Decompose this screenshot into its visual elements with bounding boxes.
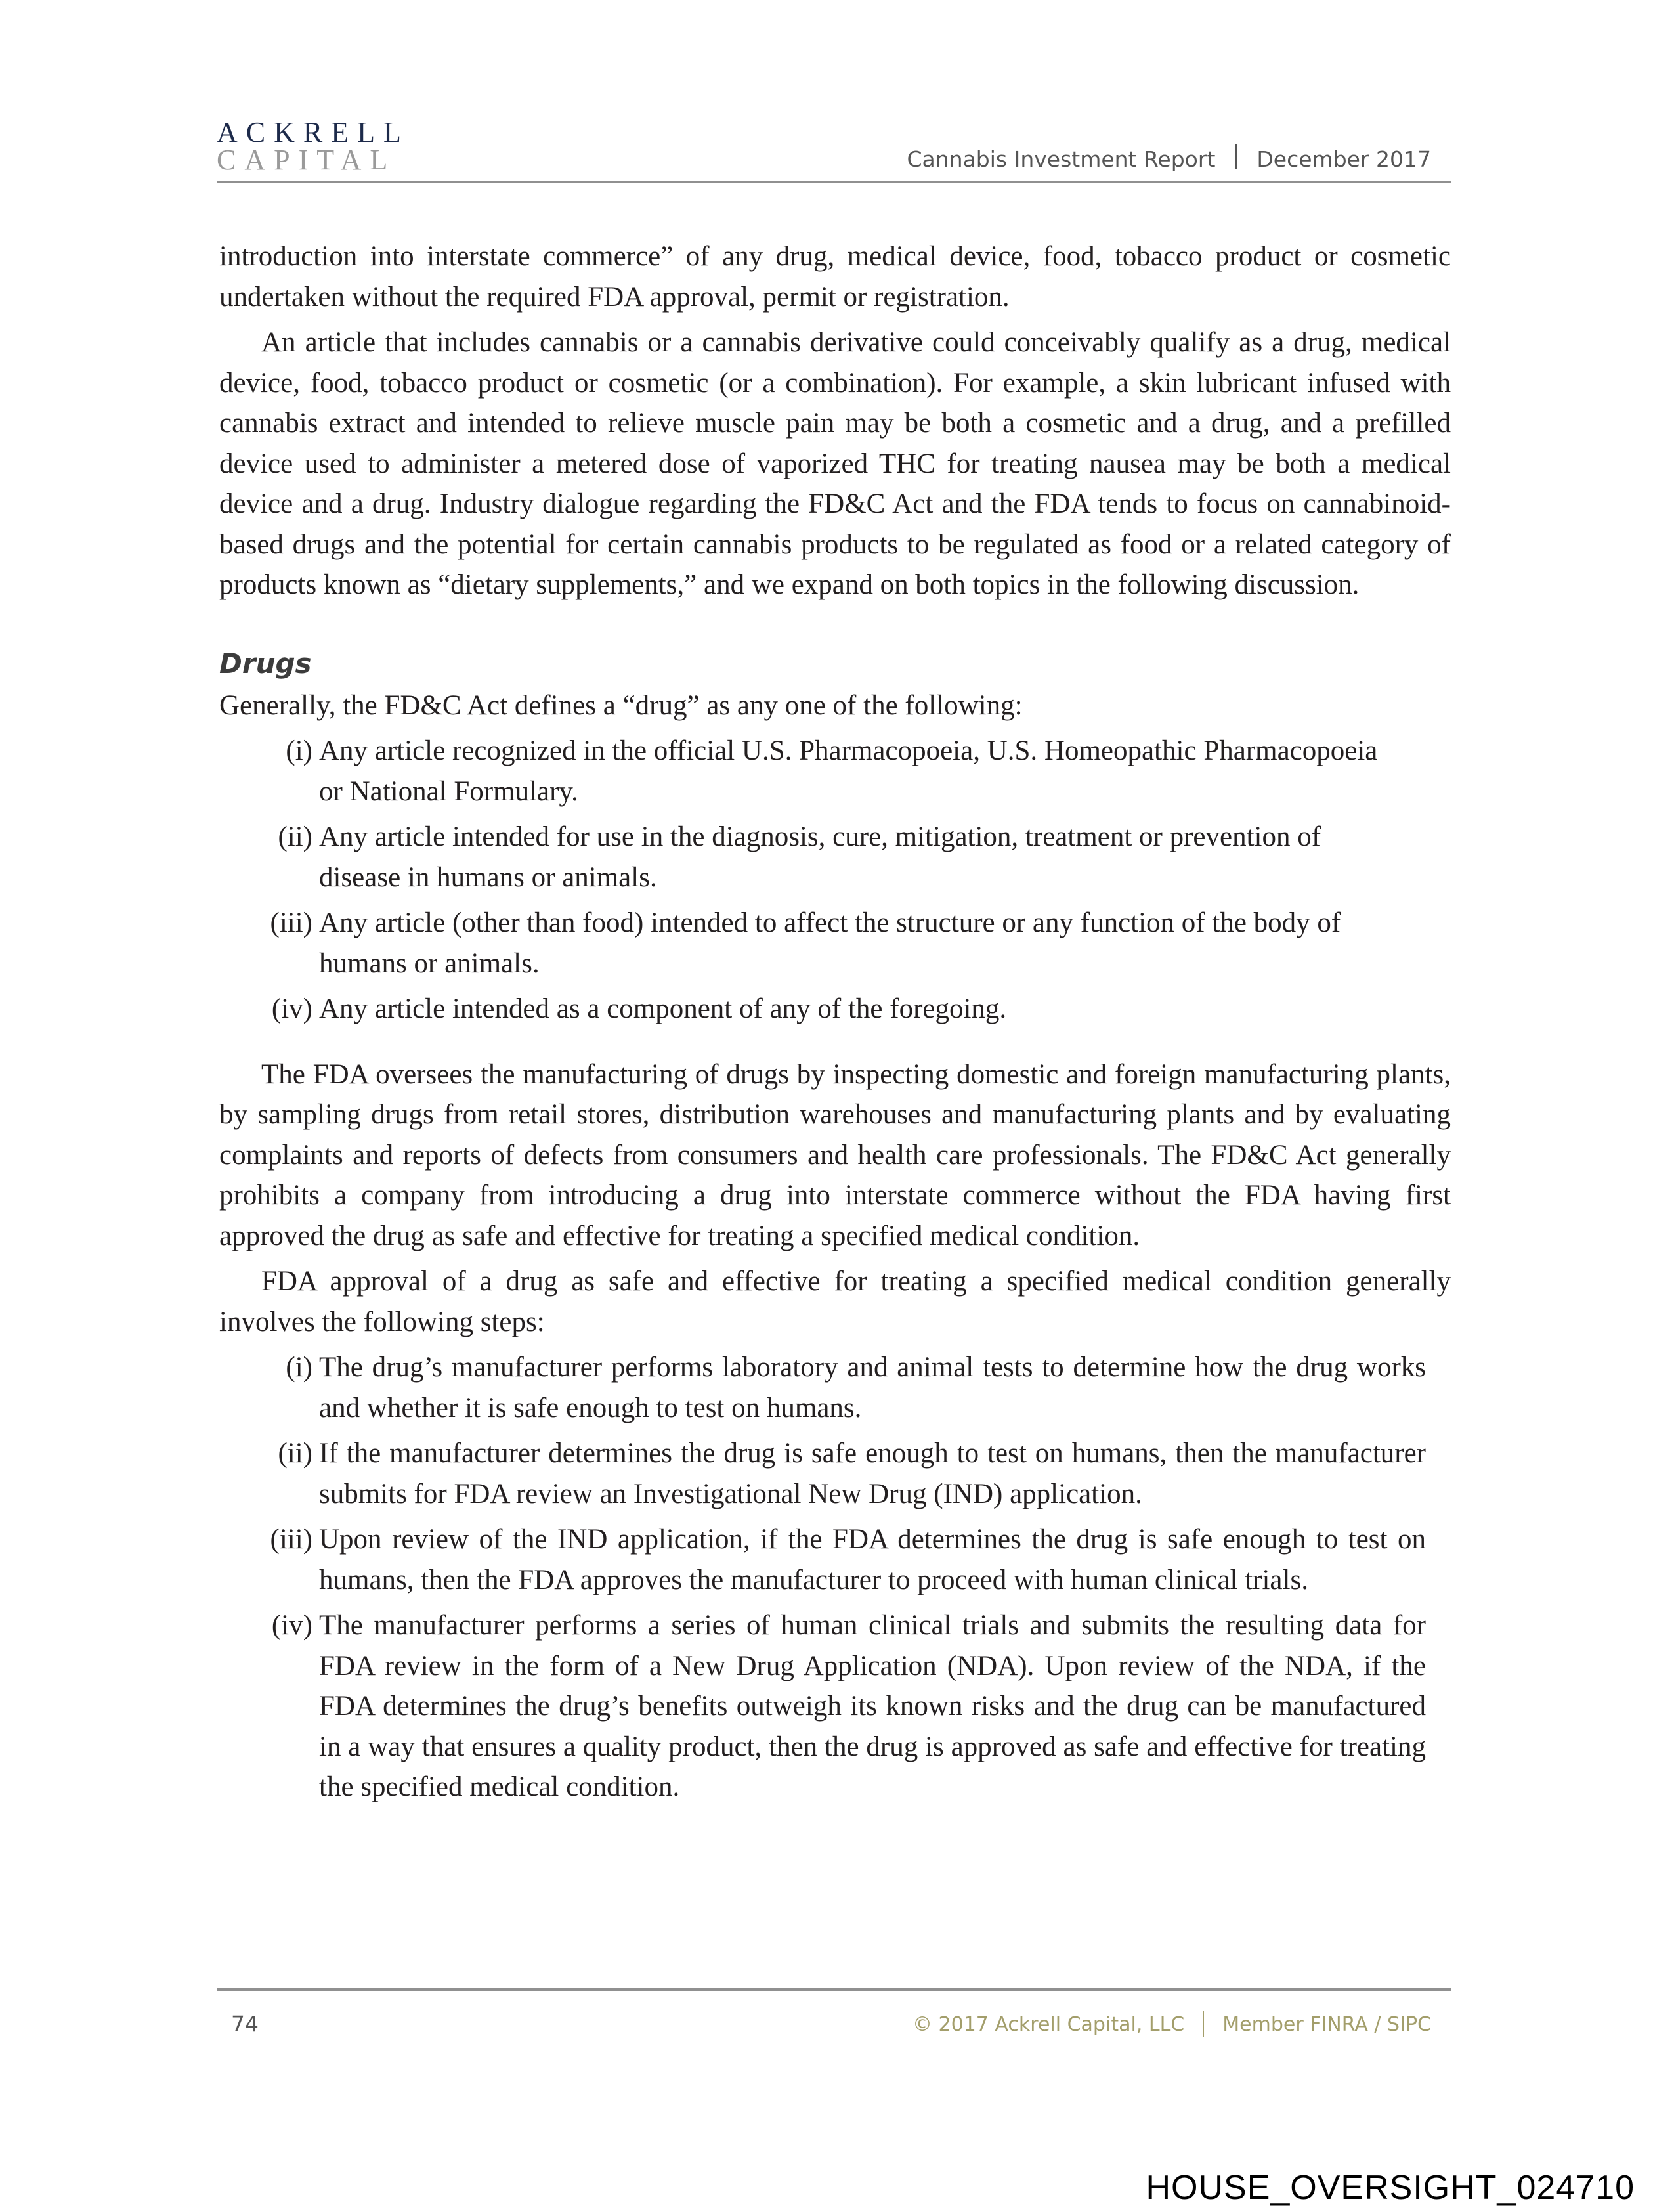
footer-legal: [912, 2011, 1431, 2037]
paragraph-fda-oversight: The FDA oversees the manufacturing of drugs by inspecting domestic and foreign manufacturing plants, by sampling drugs from retail stores, distribution warehouses and manufacturing plants and by evaluating complaints and reports of defects from consumers and health care professionals. The FD&C Act generally prohibits a company from introducing a drug into interstate commerce without the FDA having first approved the drug as safe and effective for treating a specified medical condition.: [219, 1058, 1451, 1251]
page-body: [219, 236, 1451, 1813]
section-heading-drugs: Drugs: [219, 647, 312, 680]
logo-line-ackrell: ACKRELL: [217, 116, 410, 148]
list-item-text: Any article intended as a component of any of the foregoing.: [319, 993, 1007, 1024]
list-item-text: The manufacturer performs a series of human clinical trials and submits the resulting data for FDA review in the form of a New Drug Application (NDA). Upon review of the NDA, if the FDA determines the drug’s benefits outweigh its known risks and the drug can be manufactured in a way that ensures a quality product, then the drug is approved as safe and effective for treating the specified medical condition.: [319, 1610, 1426, 1802]
drug-definition-intro: Generally, the FD&C Act defines a “drug” as any one of the following:: [219, 689, 1023, 721]
list-item: [219, 1605, 1451, 1808]
approval-steps-list: [219, 1347, 1451, 1808]
list-item: [219, 1519, 1451, 1600]
list-item-number: (iii): [270, 907, 312, 938]
list-item-text: Any article recognized in the official U.S. Pharmacopoeia, U.S. Homeopathic Pharmacopoeia or National Formulary.: [319, 735, 1378, 807]
list-item-number: (iv): [271, 1610, 312, 1641]
header-divider: [1235, 144, 1237, 169]
list-item: [219, 817, 1451, 898]
bates-stamp: HOUSE_OVERSIGHT_024710: [1146, 2169, 1635, 2207]
list-item-number: (i): [286, 1352, 312, 1383]
list-item: [219, 1433, 1451, 1514]
running-header: [907, 146, 1431, 172]
list-item: [219, 731, 1451, 812]
list-item-number: (iv): [271, 993, 312, 1024]
list-item-text: Any article intended for use in the diagnosis, cure, mitigation, treatment or prevention of disease in humans or animals.: [319, 821, 1321, 893]
report-title: Cannabis Investment Report: [907, 146, 1216, 172]
drug-definition-list: [219, 731, 1451, 1030]
list-item-text: Upon review of the IND application, if the FDA determines the drug is safe enough to test on humans, then the FDA approves the manufacturer to proceed with human clinical trials.: [319, 1524, 1426, 1595]
list-item-number: (ii): [278, 821, 312, 852]
list-item-text: If the manufacturer determines the drug is safe enough to test on humans, then the manufacturer submits for FDA review an Investigational New Drug (IND) application.: [319, 1438, 1426, 1509]
list-item-text: The drug’s manufacturer performs laboratory and animal tests to determine how the drug works and whether it is safe enough to test on humans.: [319, 1352, 1426, 1423]
list-item: [219, 1347, 1451, 1428]
list-item-number: (iii): [270, 1524, 312, 1555]
list-item: [219, 989, 1451, 1030]
list-item-number: (i): [286, 735, 312, 766]
footer-rule: [217, 1988, 1451, 1991]
list-item: [219, 903, 1451, 984]
paragraph-approval-steps-intro: FDA approval of a drug as safe and effective for treating a specified medical condition generally involves the following steps:: [219, 1266, 1451, 1337]
copyright-notice: © 2017 Ackrell Capital, LLC: [912, 2012, 1185, 2036]
logo-line-capital: CAPITAL: [217, 144, 397, 176]
ackrell-capital-logo: [217, 118, 410, 175]
header-rule: [217, 181, 1451, 183]
page-number: 74: [231, 2011, 259, 2037]
finra-sipc-membership: Member FINRA / SIPC: [1222, 2012, 1431, 2036]
list-item-number: (ii): [278, 1438, 312, 1469]
report-date: December 2017: [1256, 146, 1431, 172]
footer-divider: [1203, 2011, 1204, 2037]
paragraph-cannabis-article: An article that includes cannabis or a cannabis derivative could conceivably qualify as a drug, medical device, food, tobacco product or cosmetic (or a combination). For example, a skin lubricant infused with cannabis extract and intended to relieve muscle pain may be both a cosmetic and a drug, and a prefilled device used to administer a metered dose of vaporized THC for treating nausea may be both a medical device and a drug. Industry dialogue regarding the FD&C Act and the FDA tends to focus on cannabinoid-based drugs and the potential for certain cannabis products to be regulated as food or a related category of products known as “dietary supplements,” and we expand on both topics in the following discussion.: [219, 327, 1451, 600]
list-item-text: Any article (other than food) intended to affect the structure or any function of the body of humans or animals.: [319, 907, 1341, 979]
paragraph-continuation: introduction into interstate commerce” of any drug, medical device, food, tobacco product or cosmetic undertaken without the required FDA approval, permit or registration.: [219, 241, 1451, 313]
